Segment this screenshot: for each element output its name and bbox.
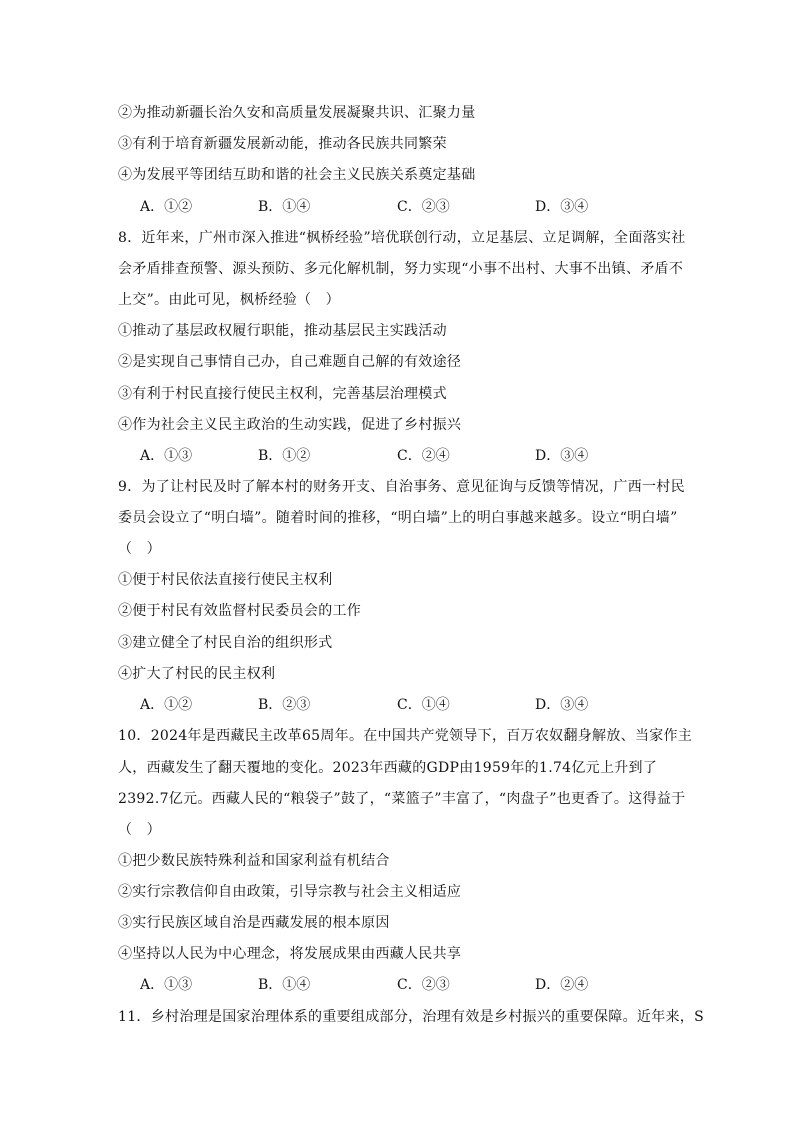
q8-statement-3: ③有利于村民直接行使民主权利，完善基层治理模式: [118, 386, 447, 402]
q8-option-b: B．①②: [258, 448, 311, 464]
q10-option-c: C．②③: [397, 977, 450, 993]
q8-stem-line-1: 8．近年来，广州市深入推进“枫桥经验”培优联创行动，立足基层、立足调解，全面落实社: [118, 230, 686, 246]
q9-stem-line-3: （ ）: [118, 541, 161, 557]
q10-option-b: B．①④: [258, 977, 311, 993]
q8-option-d: D．③④: [535, 448, 589, 464]
q10-statement-3: ③实行民族区域自治是西藏发展的根本原因: [118, 915, 390, 931]
q8-statement-1: ①推动了基层政权履行职能，推动基层民主实践活动: [118, 323, 447, 339]
q7-option-a: A．①②: [140, 199, 193, 215]
q10-statement-1: ①把少数民族特殊利益和国家利益有机结合: [118, 853, 390, 869]
q10-statement-4: ④坚持以人民为中心理念，将发展成果由西藏人民共享: [118, 946, 462, 962]
q7-statement-2: ②为推动新疆长治久安和高质量发展凝聚共识、汇聚力量: [118, 105, 476, 121]
q8-option-c: C．②④: [397, 448, 450, 464]
q8-statement-4: ④作为社会主义民主政治的生动实践，促进了乡村振兴: [118, 417, 462, 433]
q9-option-c: C．①④: [397, 697, 450, 713]
q10-option-a: A．①③: [140, 977, 193, 993]
q9-option-b: B．②③: [258, 697, 311, 713]
q10-stem-line-4: （ ）: [118, 822, 161, 838]
q9-stem-line-1: 9．为了让村民及时了解本村的财务开支、自治事务、意见征询与反馈等情况，广西一村民: [118, 479, 685, 495]
q9-stem-line-2: 委员会设立了“明白墙”。随着时间的推移，“明白墙”上的明白事越来越多。设立“明白墙”: [118, 510, 678, 526]
q9-statement-2: ②便于村民有效监督村民委员会的工作: [118, 603, 362, 619]
q9-option-d: D．③④: [535, 697, 589, 713]
q7-option-b: B．①④: [258, 199, 311, 215]
q7-option-c: C．②③: [397, 199, 450, 215]
q9-option-a: A．①②: [140, 697, 193, 713]
q10-option-d: D．②④: [535, 977, 589, 993]
q9-statement-1: ①便于村民依法直接行使民主权利: [118, 572, 333, 588]
q7-statement-3: ③有利于培育新疆发展新动能，推动各民族共同繁荣: [118, 136, 447, 152]
q10-stem-line-2: 人，西藏发生了翻天覆地的变化。2023年西藏的GDP由1959年的1.74亿元上升到了: [118, 760, 658, 776]
q7-statement-4: ④为发展平等团结互助和谐的社会主义民族关系奠定基础: [118, 167, 476, 183]
q9-statement-3: ③建立健全了村民自治的组织形式: [118, 635, 333, 651]
q8-option-a: A．①③: [140, 448, 193, 464]
q8-stem-line-3: 上交”。由此可见，枫桥经验（ ）: [118, 292, 340, 308]
q9-statement-4: ④扩大了村民的民主权利: [118, 666, 276, 682]
q8-stem-line-2: 会矛盾排查预警、源头预防、多元化解机制，努力实现“小事不出村、大事不出镇、矛盾不: [118, 261, 684, 277]
q8-statement-2: ②是实现自己事情自己办，自己难题自己解的有效途径: [118, 354, 462, 370]
q11-stem-line-1: 11．乡村治理是国家治理体系的重要组成部分，治理有效是乡村振兴的重要保障。近年来，S: [118, 1009, 705, 1025]
q10-statement-2: ②实行宗教信仰自由政策，引导宗教与社会主义相适应: [118, 884, 462, 900]
q10-stem-line-1: 10．2024年是西藏民主改革65周年。在中国共产党领导下，百万农奴翻身解放、当家作主: [118, 728, 693, 744]
q7-option-d: D．③④: [535, 199, 589, 215]
q10-stem-line-3: 2392.7亿元。西藏人民的“粮袋子”鼓了，“菜篮子”丰富了，“肉盘子”也更香了。这得益于: [118, 791, 686, 807]
